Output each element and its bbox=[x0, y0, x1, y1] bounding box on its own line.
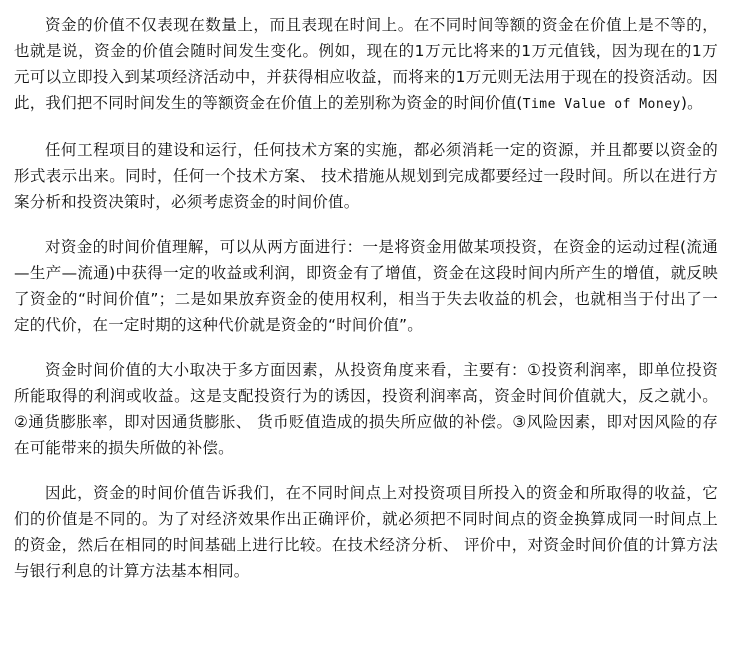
paragraph-time-value-definition bbox=[14, 12, 718, 118]
english-term: Time Value of Money bbox=[522, 97, 681, 112]
paragraph-understanding: 对资金的时间价值理解，可以从两方面进行：一是将资金用做某项投资，在资金的运动过程(流通—生产—流通)中获得一定的收益或利润，即资金有了增值，资金在这段时间内所产生的增值，就反映了资金的“时间价值”；二是如果放弃资金的使用权利，相当于失去收益的机会，也就相当于付出了一定的代价，在一定时期的这种代价就是资金的“时间价值”。 bbox=[14, 238, 718, 334]
paragraph-1-text: 资金的价值不仅表现在数量上，而且表现在时间上。在不同时间等额的资金在价值上是不等的，也就是说，资金的价值会随时间发生变化。例如，现在的1万元比将来的1万元值钱，因为现在的1万元可以立即投入到某项经济活动中，并获得相应收益，而将来的1万元则无法用于现在的投资活动。因此，我们把不同时间发生的等额资金在价值上的差别称为资金的时间价值( bbox=[14, 16, 718, 112]
paragraph-project-consideration: 任何工程项目的建设和运行，任何技术方案的实施，都必须消耗一定的资源，并且都要以资金的形式表示出来。同时，任何一个技术方案、 技术措施从规划到完成都要经过一段时间。所以在进行方案分析和投资决策时，必须考虑资金的时间价值。 bbox=[14, 141, 718, 211]
document-body bbox=[14, 12, 718, 603]
paragraph-1-ending: )。 bbox=[680, 94, 703, 112]
paragraph-conclusion: 因此，资金的时间价值告诉我们，在不同时间点上对投资项目所投入的资金和所取得的收益，它们的价值是不同的。为了对经济效果作出正确评价，就必须把不同时间点的资金换算成同一时间点上的资金，然后在相同的时间基础上进行比较。在技术经济分析、 评价中，对资金时间价值的计算方法与银行利息的计算方法基本相同。 bbox=[14, 484, 718, 580]
paragraph-factors: 资金时间价值的大小取决于多方面因素，从投资角度来看，主要有：①投资利润率，即单位投资所能取得的利润或收益。这是支配投资行为的诱因，投资利润率高，资金时间价值就大，反之就小。②通货膨胀率，即对因通货膨胀、 货币贬值造成的损失所应做的补偿。③风险因素，即对因风险的存在可能带来的损失所做的补偿。 bbox=[14, 361, 718, 457]
